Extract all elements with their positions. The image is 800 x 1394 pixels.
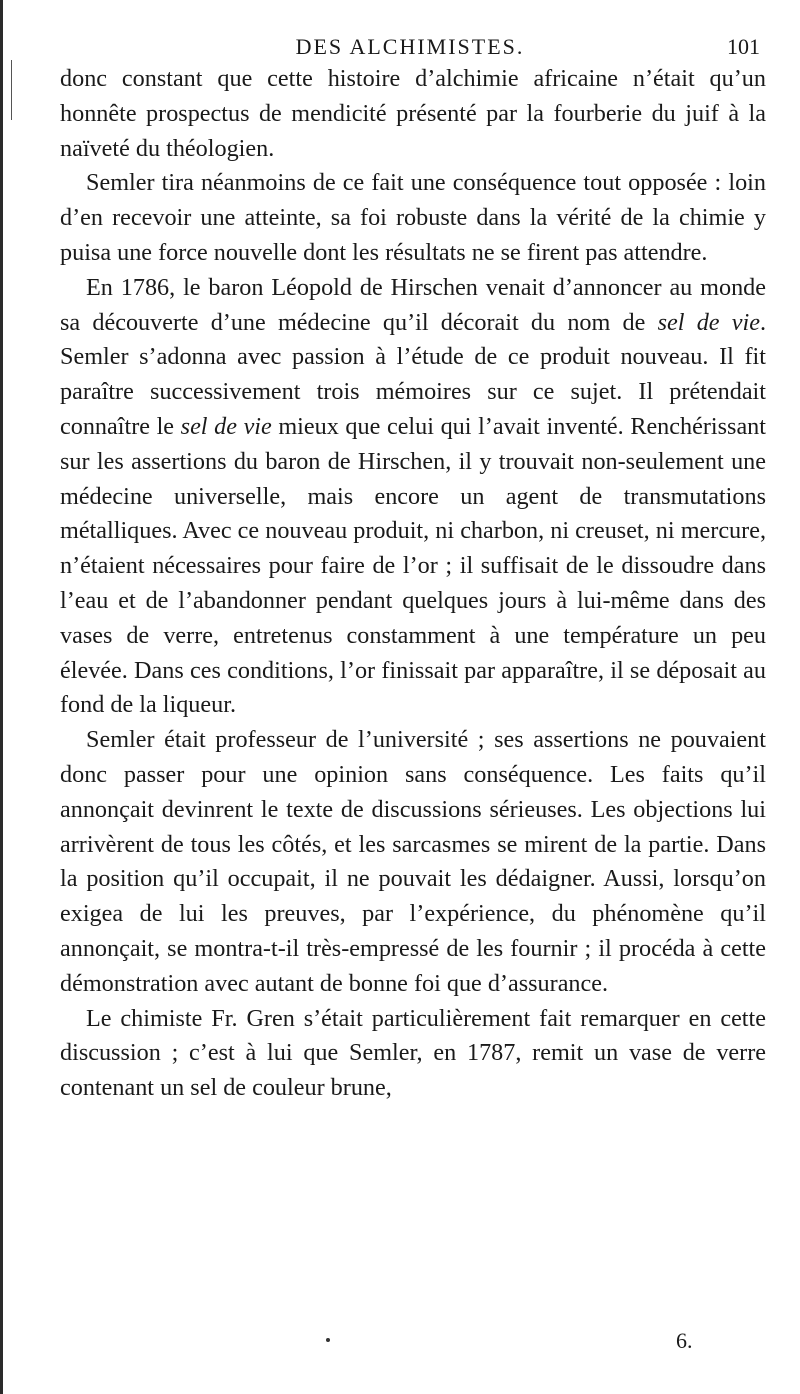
paragraph bbox=[60, 1002, 766, 1106]
text-run: En 1786, le baron Léopold de Hirschen venait d’annoncer au monde sa découverte d’une médecine qu’il décorait du nom de bbox=[60, 273, 766, 336]
text-run: donc constant que cette histoire d’alchimie africaine n’était qu’un honnête prospectus de mendicité présenté par la fourberie du juif à la naïveté du théologien. bbox=[60, 65, 766, 162]
italic-term: sel de vie bbox=[180, 412, 272, 440]
body-text bbox=[60, 62, 766, 1106]
page-binding-edge bbox=[0, 0, 3, 1394]
paragraph bbox=[60, 166, 766, 270]
page-header bbox=[60, 30, 760, 64]
printer-dot bbox=[326, 1338, 330, 1342]
text-run: mieux que celui qui l’avait inventé. Renchérissant sur les assertions du baron de Hirschen, il y trouvait non-seulement une médecine universelle, mais encore un agent de transmutations métalliques. Avec ce nouveau produit, ni charbon, ni creuset, ni mercure, n’étaient nécessaires pour faire de l’or ; il suffisait de le dissoudre dans l’eau et de l’abandonner pendant quelques jours à lui-même dans des vases de verre, entretenus constamment à une température un peu élevée. Dans ces conditions, l’or finissait par apparaître, il se déposait au fond de la liqueur. bbox=[60, 412, 766, 719]
italic-term: sel de vie bbox=[657, 308, 760, 336]
text-run: Semler était professeur de l’université ; ses assertions ne pouvaient donc passer pour une opinion sans conséquence. Les faits qu’il annonçait devinrent le texte de discussions sérieuses. Les objections lui arrivèrent de tous les côtés, et les sarcasmes se mirent de la partie. Dans la position qu’il occupait, il ne pouvait les dédaigner. Aussi, lorsqu’on exigea de lui les preuves, par l’expérience, du phénomène qu’il annonçait, se montra-t-il très-empressé de les fournir ; il procéda à cette démonstration avec autant de bonne foi que d’assurance. bbox=[60, 726, 766, 997]
paragraph bbox=[60, 271, 766, 723]
paragraph bbox=[60, 723, 766, 1001]
page-edge-mark bbox=[11, 60, 12, 120]
text-run: Semler tira néanmoins de ce fait une conséquence tout opposée : loin d’en recevoir une atteinte, sa foi robuste dans la vérité de la chimie y puisa une force nouvelle dont les résultats ne se firent pas attendre. bbox=[60, 169, 766, 266]
paragraph bbox=[60, 62, 766, 166]
signature-mark: 6. bbox=[676, 1328, 693, 1353]
text-run: Le chimiste Fr. Gren s’était particulièrement fait remarquer en cette discussion ; c’est à lui que Semler, en 1787, remit un vase de verre contenant un sel de couleur brune, bbox=[60, 1004, 766, 1102]
running-head: DES ALCHIMISTES. bbox=[295, 34, 525, 59]
text-run: . Semler s’adonna avec passion à l’étude de ce produit nouveau. Il fit paraître successivement trois mémoires sur ce sujet. Il prétendait connaître le bbox=[60, 308, 766, 440]
page-number: 101 bbox=[727, 34, 760, 59]
